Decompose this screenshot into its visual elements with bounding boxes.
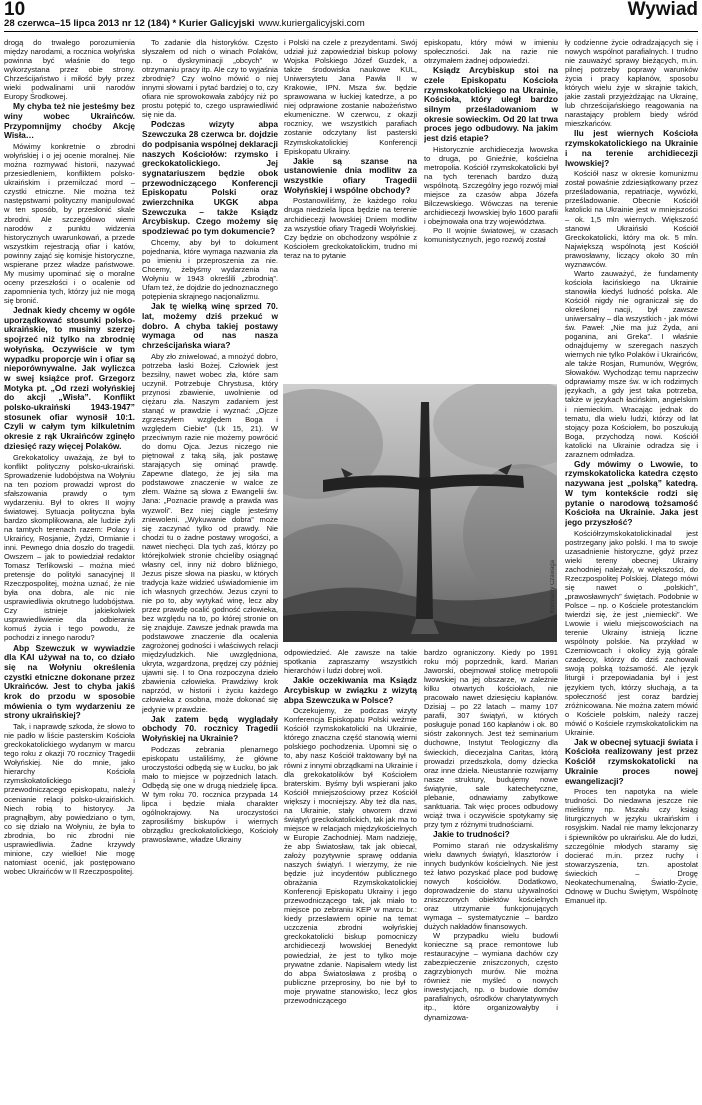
issue-info: 28 czerwca–15 lipca 2013 nr 12 (184) * Kurier Galicyjski (4, 18, 255, 29)
article-column-1 (4, 38, 135, 1102)
article-paragraph: drogą do trwałego porozumienia między narodami, a rocznica wołyńska powinna być właśnie do tego wykorzystana przez obie strony. Chrześcijaństwo i miłość były przez wieki podwalinami unii narodów Europy Środkowej. (4, 38, 135, 102)
article-paragraph: Warto zauważyć, że fundamenty kościoła łacińskiego na Ukrainie stanowiła kiedyś ludność polska. Ale Kościół nigdy nie ograniczał się do określonej nacji, był zawsze uniwersalny – dla wszystkich - jak mówi św. Paweł: „Nie ma już Żyda, ani poganina, ani Greka”. I właśnie odnajdujemy w szeregach naszych wiernych nie tylko Polaków i Ukraińców, ale także Rosjan, Rumunów, Węgrów, Słowaków. Wychodząc temu naprzeciw odprawiamy msze św. w ich rodzimych językach, a gdy jest taka potrzeba, także w językach łacińskim, angielskim i niemieckim. Wracając jednak do tematu, dla wielu ludzi, którzy od lat stojący poza Kościołem, bo poszukują Boga, przychodzą nowi. Kościół katolicki na Ukrainie odradza się i zaraznem odmładza. (565, 268, 698, 459)
article-paragraph: episkopatu, który mówi w imieniu społeczności. Jak na razie nie otrzymałem żadnej odpowiedzi. (424, 38, 558, 66)
article-paragraph: Grekokatolicy uważają, że był to konflikt polityczny polsko-ukraiński. Sprowadzenie ludobójstwa na Wołyniu na ten poziom prowadzi wprost do sfałszowania prawdy o tym wydarzeniu. Był to okres II wojny światowej. Sytuacja polityczna była bardzo skomplikowana, ale ludzie żyli na tamtych terenach razem: Polacy i Ukraińcy, Rosjanie, Żydzi, Ormianie i inni. Pewnego dnia doszło do tragedii. Owszem – jak to powiedział redaktor Tomasz Terlikowski – można mieć pretensje do polityki sanacyjnej II Rzeczpospolitej, można uznać, że nie była ona dobra, ale nic nie usprawiedliwia okrutnego ludobójstwa. Czy istnieje jakiekolwiek usprawiedliwienie dla odbierania komuś życia i tego powodu, że pochodzi z innego narodu? (4, 452, 135, 643)
article-column-3-top (284, 38, 417, 382)
article-paragraph: Pomimo starań nie odzyskaliśmy wielu dawnych świątyń, klasztorów i innych budynków kościelnych. Nie jest też łatwo pozyskać place pod budowę nowych kościołów. Dodatkowo, doprowadzenie do stanu używalności zniszczonych obiektów kościelnych oraz utrzymanie funkcjonujących wymaga – systematycznie – bardzo dużych nakładów finansowych. (424, 840, 558, 932)
article-paragraph: odpowiedzieć. Ale zawsze na takie spotkania zapraszamy wszystkich hierarchów i ludzi dobrej woli. (284, 648, 417, 676)
article-paragraph: Oczekujemy, że podczas wizyty Konferencja Episkopatu Polski weźmie Kościół rzymskokatolicki na Ukrainie, którego znaczna część stanowią wierni polskiego pochodzenia. Upomni się o to, aby nasz Kościół traktowany był na równi z innymi obrządkami na Ukrainie i dla grekokatolików był Kościołem braterskim. Byśmy byli wspierani jako Kościół mniejszościowy przez Kościół większy i mocniejszy. Aby też dla nas, na Ukrainie, stały otworem drzwi świątyń greckokatolickich, tak jak ma to miejsce w relacjach międzykościelnych w Europie Zachodniej. Mam nadzieję, że abp Światosław, tak jak obiecał, założy pozytywnie sprawę oddania naszych świątyń. I wierzymy, że nie będzie już incydentów publicznego obrażania Rzymskokatolickiej Konferencji Episkopatu Ukrainy i jego przewodniczącego tak, jak miało to miejsce po zebraniu KEP w marcu br.: kiedy przesławiem opinie na temat uczczenia zbrodni wołyńskiej greckokatolicki biskup pomocniczy archidiecezji lwowskiej Benedykt powiedział, że jest to tylko moje prywatne zdanie. Napisałem wtedy list do abpa Światosława z prośbą o publiczne przeprosiny, bo nie był to moje prywatne stanowisko, lecz głos przewodniczącego (284, 706, 417, 1005)
article-column-5 (565, 38, 698, 1102)
interview-question: Abp Szewczuk w wywiadzie dla KAI używał na to, co działo się na Wołyniu określenia czystki etniczne dokonane przez Ukraińców. Jest to chyba jakiś krok do przodu w sposobie mówienia o tym wydarzeniu ze strony ukraińskiej? (4, 642, 135, 721)
iron-cross-image (283, 384, 557, 642)
issue-line (4, 18, 365, 29)
article-paragraph: W przypadku wielu budowli konieczne są prace remontowe lub restauracyjne – wymiana dachów czy zabezpieczenie zniszczonych, często zagrzybionych murów. Nie można również nie myśleć o nowych inwestycjach, np. o budowie domów parafialnych, ośrodków charytatywnych itp., które organizowałyby i dynamizowa- (424, 931, 558, 1022)
article-column-2 (142, 38, 278, 1102)
article-paragraph: To zadanie dla historyków. Często słyszałem od nich o winach Polaków, np. o dyskryminacji „obcych” w otrzymaniu pracy itp. Ale czy to wyjaśnia zbrodnię? Czy wolno mówić o niej innymi słowami i pytać bardziej o to, czy ofiara nie sprowokowała zabójcy niż po prostu potępić to, czego usprawiedliwić się nie da. (142, 38, 278, 120)
article-paragraph: Aby zło zniwelować, a mnożyć dobro, potrzeba łaski Bożej. Człowiek jest bezsilny, nawet wobec zła, które sam uczynił. Potrzebuje Chrystusa, który przynosi zbawienie, uwolnienie od ciężaru zła. Naszym zadaniem jest stanąć w prawdzie i wyznać: „Ojcze zgrzeszyłem względem Boga i względem Ciebie” (Lk 15, 21). W przeciwnym razie nie możemy powrócić do domu Ojca. Jezus niczego nie piętnował z taką siłą, jak postawę starających się ominąć prawdę. Zapewne dlatego, że jej siła ma podstawowe znaczenie w walce ze złem. Ważne są słowa z Ewangelii św. Jana: „Poznacie prawdę a prawda was wyzwoli”. Bez niej ciągle jesteśmy zniewoleni. „Wykuwanie dobra” może się zaczynać tylko od prawdy. Nie chodzi tu o żadne postawy wrogości, a nawet niechęci. Dla tych zaś, którzy po którejkolwiek stronie chcieliby osiągnąć własny cel, inny niż dobro bliźniego, Jezus pisze słowa na piasku, w których tradycja każe widzieć uświadomienie im ich własnych grzechów. Jezus czyni to nie po to, aby wytykać winę, lecz aby przez prawdę ocalić godność człowieka, bez względu na to, po której stronie on się znajduje. Zawsze jednak prawda ma podstawowe znaczenie dla ocalenia zagrożonej godności i właściwych relacji międzyludzkich. Nie uwzględniona, ukryta, wzgardzona, prędzej czy później ujawni się. I to Ona rozpoczyna dzieło zbawienia człowieka. Prawdziwy krok naprzód, w historii i życiu każdego człowieka z osobna, może dokonać się jedynie w prawdzie. (142, 351, 278, 714)
interview-question: Jakie to trudności? (433, 828, 510, 839)
interview-question: Podczas wizyty abpa Szewczuka 28 czerwca br. dojdzie do podpisania wspólnej deklaracji naszych Kościołów: rzymsko i greckokatolickiego. Jej sygnatariuszem będzie obok przewodniczącego Konferencji Episkopatu Polski oraz zwierzchnika UKGK abpa Szewczuka – także Ksiądz Arcybiskup. Czego możemy się spodziewać po tym dokumencie? (142, 119, 278, 237)
interview-question: Ksiądz Arcybiskup stoi na czele Episkopatu Kościoła rzymskokatolickiego na Ukrainie, Kościoła, który uległ bardzo silnym prześladowaniom w okresie sowieckim. Od 20 lat trwa proces jego odbudowy. Na jakim jest dziś etapie? (424, 65, 558, 144)
interview-question: Jakie są szanse na ustanowienie dnia modlitw za wszystkie ofiary Tragedii Wołyńskiej i wspólne obchody? (284, 155, 417, 195)
article-column-3-bottom (284, 648, 417, 1102)
article-paragraph: Po II wojnie światowej, w czasach komunistycznych, jego rozwój został (424, 226, 558, 245)
article-column-4-top (424, 38, 558, 382)
interview-question: My chyba też nie jesteśmy bez winy wobec Ukraińców. Przypomnijmy choćby Akcję Wisła… (4, 101, 135, 141)
article-column-4-bottom (424, 648, 558, 1102)
page-header (4, 0, 698, 32)
article-paragraph: Mówimy konkretnie o zbrodni wołyńskiej i o jej ocenie moralnej. Nie można rozmywać historii, nazywać przesiedleniem, konfliktem polsko-ukraińskim i przemilczać mord – czystki etniczne. Nie można też następstwami polityczny manipulować w ten sposób, by przesłonić skale zbrodni. Ale szczegółowo wiemi narodów z punktu widzenia historycznych uwarunkowań, a przede wszystkim rejestracją ofiar i katów, powinny zająć się komisje historyczne, wspierane przez władze państwowe. My musimy upominać się o moralne oceny przeszłości i o ocalenie od zapomnienia tych, którzy już nie mogą się bronić. (4, 142, 135, 305)
interview-question: Gdy mówimy o Lwowie, to rzymskokatolicka katedra często nazywana jest „polską” katedrą. W tym kontekście rodzi się pytanie o narodową tożsamość Kościoła na Ukrainie. Jaka jest jego przyszłość? (565, 458, 698, 527)
interview-question: Jak w obecnej sytuacji świata i Kościoła realizowany jest przez Kościół rzymskokatolicki na Ukrainie proces nowej ewangelizacji? (565, 736, 698, 786)
article-paragraph: ły codzienne życie odradzających się i nowych wspólnot parafialnych. I trudno nie zauważyć sprawy bieżących, m.in. pilnej potrzeby poprawy warunków życia i pracy kapłanów, sposobu których wielu żyje w skrajnie takich, jakie zastali przyjeżdżając na Ukrainę, lub chrześcijańskiego reagowania na narastający problem biedy wśród mieszkańców. (565, 38, 698, 129)
photo-credit: Konstanty Czawaga (550, 560, 556, 614)
article-paragraph: Tak, i naprawdę szkoda, że słowo to nie padło w liście pasterskim Kościoła greckokatolickiego wydanym w marcu tego roku z okazji 70 rocznicy Tragedii Wołyńskiej. Nie do mnie, jako hierarchy Kościoła rzymskokatolickiego i przewodniczącego episkopatu, należy ocenianie relacji polsko-ukraińskich. Niech robią to historycy. Ja pragnąłbym, aby powiedziano o tym, co się działo na Wołyniu, że była to zbrodnia, bo nic zbrodni nie usprawiedliwia. Żadne krzywdy minione, czy wielkie! Nie mogę natomiast ocenić, jak postępowano wobec Ukraińców w II Rzeczpospolitej. (4, 722, 135, 876)
section-title: Wywiad (627, 0, 698, 20)
article-paragraph: Kościółrzymskokatolickinadal jest postrzegany jako polski. I ma to swoje uzasadnienie historyczne, gdyż przez wieki tereny obecnej Ukrainy zachodniej należały, w większości, do Rzeczpospolitej Polskiej. Dlatego mówi się nawet o „polskich”, „prawosławnych” świętach. Podobnie w Polsce – np. o Kościele protestanckim twierdzi się, że jest „niemiecki”. We Lwowie i wielu miejscowościach na terenie Ukrainy istnieją liczne wspólnoty polskie. Na przykład w Czerniowcach i okolicy żyją górale czadeccy, którzy do dziś zachowali swoją polską tożsamość. Ale język liturgii i przepowiadania był i jest językiem tych, którzy słuchają, a ta społeczność jest coraz bardziej zróżnicowana. Nie można zatem mówić o Kościele polskim, należy raczej mówić o Kościele rzymskokatolickim na Ukrainie. (565, 528, 698, 737)
article-paragraph: Podczas zebrania plenarnego episkopatu ustaliliśmy, że główne uroczystości odbędą się w Łucku, bo jak mało to miejsce w pojrzednich latach. Odbędą się one w drugą niedzielę lipca. W tym roku 70. rocznica przypada 14 lipca i będzie miała charakter ogólnokrajowy. Na uroczystości zaprosiliśmy biskupów i wiernych obrządku greckokatolickiego, Kościoły prawosławne, władze Ukrainy (142, 744, 278, 845)
interview-question: Jakie oczekiwania ma Ksiądz Arcybiskup w związku z wizytą abpa Szewczuka w Polsce? (284, 675, 417, 705)
interview-question: Jak tę wielką winę sprzed 70. lat, możemy dziś przekuć w dobro. A chyba takiej postawy wymaga od nas nasza chrześcijańska wiara? (142, 301, 278, 350)
article-paragraph: bardzo ograniczony. Kiedy po 1991 roku mój poprzednik, kard. Marian Jaworski, obejmował stolicę metropolii lwowskiej na jej obszarze, w zależnie kilku otwartych kościołach, nie pracowało nawet dziesięciu kapłanów. Dzisiaj – po 22 latach – mamy 107 parafii, 307 świątyń, w których posługuje ponad 160 kapłanów i ok. 80 sióstr zakonnych. Jest też seminarium duchowne, Instytut Teologiczny dla świeckich, diecezjalna Caritas, którą prowadzi przedszkola, domy dziecka oraz inne dzieła. Nieustannie rozwijamy nasze struktury, budujemy nowe świątynie, sale katechetyczne, plebanie, odnawiamy zabytkowe sanktuaria. Tak więc proces odbudowy wciąż trwa i oczywiście spotykamy się przy tym z różnymi trudnościami. (424, 648, 558, 829)
interview-question: Jednak kiedy chcemy w ogóle uporządkować stosunki polsko-ukraińskie, to musimy szerzej spojrzeć niż tylko na zbrodnię wołyńską. Oczywiście w tym wypadku proporcje win i ofiar są nieporównywalne. Jak wyliczca w swej książce prof. Grzegorz Motyka pt. „Od rzezi wołyńskiej do akcji „Wisła”. Konflikt polsko-ukraiński 1943-1947” stosunek ofiar wynosił 10:1. Czyli w całym tym kilkuletnim okresie z rąk Ukraińców zginęło dziesięć razy więcej Polaków. (4, 304, 135, 451)
article-paragraph: Postanowiliśmy, że każdego roku druga niedziela lipca będzie na terenie archidiecezji lwowskiej Dniem modlitw za wszystkie ofiary Tragedii Wołyńskiej. Czy będzie on obchodzony wspólnie z Kościołem greckokatolickim, trudno mi teraz na to pytanie (284, 196, 417, 260)
article-paragraph: Proces ten napotyka na wiele trudności. Do niedawna jeszcze nie mieliśmy np. Mszału czy ksiąg liturgicznych w języku ukraińskim i rosyjskim. Nadal nie mamy lekcjonarzy i śpiewników po ukraińsku. Ale do ludzi, szczególnie młodych staramy się docierać m.in. przez ruchy i stowarzyszenia, tzn. apostolat świeckich – Drogę Neokatechumenalną, Światło-Życie, Odnowę w Duchu Świętym, Wspólnotę Emanuel itp. (565, 787, 698, 905)
article-paragraph: Kościół nasz w okresie komunizmu został powaśnie zdziesiątkowany przez prześladowania, repatriacje, wywózki, prześladowanie. Obecnie Kościół katolicki na Ukrainie jest w mniejszości – ok. 1,5 mln wiernych. Większość stanowi Ukraiński Kościół Greckokatolicki, który ma ok. 5 mln. Największą wspólnotą jest Kościół prawosławny, liczący około 30 mln wyznawców. (565, 169, 698, 269)
article-paragraph: Historycznie archidiecezja lwowska to druga, po Gnieźnie, kościelna metropolia. Kościół rzymskokatolicki był na tych terenach bardzo dużą wspólnotą. Szczególny jego rozwój miał miejsce za czasów abpa Józefa Bilczewskiego. Wówczas na terenie archidiecezji lwowskiej było 1600 parafii i obejmowała ona trzy województwa. (424, 144, 558, 227)
iron-cross-photo (283, 384, 557, 642)
interview-question: Jak zatem będą wyglądały obchody 70. rocznicy Tragedii Wołyńskiej na Ukrainie? (142, 713, 278, 743)
interview-question: Ilu jest wiernych Kościoła rzymskokatolickiego na Ukrainie i na terenie archidiecezji lwowskiej? (565, 128, 698, 168)
article-paragraph: Chcemy, aby był to dokument pojednania, które wymaga nazwania zła po imieniu i przeproszenia za nie. Chcemy, żebyśmy wydarzenia na Wołyniu w 1943 określili „zbrodnią”. Ufam też, że dojdzie do jednoznacznego potępienia skrajnego nacjonalizmu. (142, 237, 278, 302)
page-number: 10 (4, 0, 26, 20)
site-url[interactable]: www.kuriergalicyjski.com (258, 18, 365, 29)
article-paragraph: i Polski na czele z prezydentami. Swój udział już zapowiedział biskup polowy Wojska Polskiego Józef Guzdek, a także środowiska naukowe KUL, Uniwersytetu Jana Pawła II w Krakowie, IPN. Msza św. będzie sprawowana w łuckiej katedrze, a po niej odprawione zostanie nabożeństwo ekumeniczne. W czerwcu, z okazji rocznicy, we wszystkich parafiach zostanie odczytany list pasterski Rzymskokatolickiej Konferencji Episkopatu Ukrainy. (284, 38, 417, 156)
